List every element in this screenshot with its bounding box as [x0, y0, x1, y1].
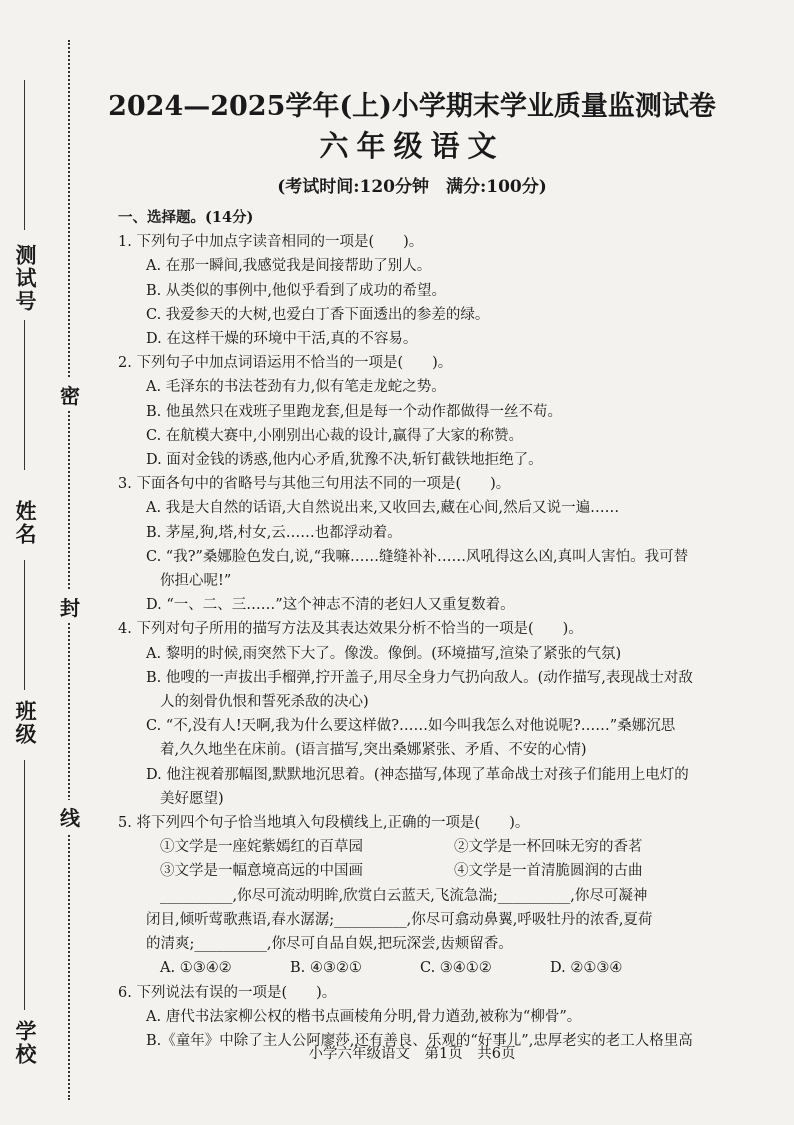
question-5-passage-line3: 的清爽;__________,你尽可自品自娱,把玩深尝,齿颊留香。 — [146, 936, 513, 953]
question-2-option-a: A. 毛泽东的书法苍劲有力,似有笔走龙蛇之势。 — [146, 379, 446, 396]
question-3-option-c-line1: C. “我?”桑娜脸色发白,说,“我嘛……缝缝补补……风吼得这么凶,真叫人害怕。我可替 — [146, 548, 689, 565]
binding-dotted-line — [68, 40, 70, 1100]
field-class-upper-rule — [24, 560, 25, 690]
seal-mi-char: 密 — [60, 378, 78, 411]
question-1-stem: 1. 下列句子中加点字读音相同的一项是( )。 — [118, 234, 424, 251]
question-6-option-a: A. 唐代书法家柳公权的楷书点画棱角分明,骨力遒劲,被称为“柳骨”。 — [146, 1008, 582, 1025]
seal-xian-char: 线 — [60, 800, 78, 833]
exam-content — [118, 206, 768, 1053]
question-5-sentence-2: ②文学是一杯回味无穷的香茗 — [454, 839, 643, 856]
question-6-stem: 6. 下列说法有误的一项是( )。 — [118, 984, 337, 1001]
question-2-option-d: D. 面对金钱的诱惑,他内心矛盾,犹豫不决,斩钉截铁地拒绝了。 — [146, 452, 543, 469]
question-5-passage-line1: __________,你尽可流动明眸,欣赏白云蓝天,飞流急湍;__________,你尽可凝神 — [160, 887, 648, 904]
question-4-option-c-line1: C. “不,没有人!天啊,我为什么要这样做?……如今叫我怎么对他说呢?……”桑娜沉思 — [146, 718, 676, 735]
seal-feng-char: 封 — [60, 590, 78, 623]
question-4-option-d-line2: 美好愿望) — [160, 790, 224, 807]
field-name-label: 姓名 — [13, 500, 38, 546]
page-footer: 小学六年级语文 第1页 共6页 — [308, 1046, 516, 1062]
field-class-label: 班级 — [13, 700, 38, 746]
question-1-option-b: B. 从类似的事例中,他似乎看到了成功的希望。 — [146, 282, 446, 299]
question-5-options — [118, 956, 768, 980]
question-4-stem: 4. 下列对句子所用的描写方法及其表达效果分析不恰当的一项是( )。 — [118, 621, 583, 638]
question-1-option-d: D. 在这样干燥的环境中干活,真的不容易。 — [146, 331, 418, 348]
exam-info: (考试时间:120分钟 满分:100分) — [277, 177, 547, 197]
field-test-number-label: 测试号 — [13, 244, 38, 313]
question-2-option-b: B. 他虽然只在戏班子里跑龙套,但是每一个动作都做得一丝不苟。 — [146, 403, 562, 420]
question-3-stem: 3. 下面各句中的省略号与其他三句用法不同的一项是( )。 — [118, 476, 511, 493]
question-4-option-d-line1: D. 他注视着那幅图,默默地沉思着。(神态描写,体现了革命战士对孩子们能用上电灯的 — [146, 766, 689, 783]
field-school-label: 学校 — [13, 1020, 38, 1066]
question-4-option-a: A. 黎明的时候,雨突然下大了。像泼。像倒。(环境描写,渲染了紧张的气氛) — [146, 645, 622, 662]
question-2-option-c: C. 在航模大赛中,小刚别出心裁的设计,赢得了大家的称赞。 — [146, 427, 524, 444]
exam-title: 2024—2025学年(上)小学期末学业质量监测试卷 — [108, 91, 716, 122]
field-school-rule — [24, 760, 25, 1010]
section-heading: 一、选择题。(14分) — [118, 209, 254, 226]
question-3-option-c-line2: 你担心呢!” — [160, 573, 232, 590]
exam-subtitle: 六年级语文 — [319, 129, 505, 163]
question-5-passage-line2: 闭目,倾听莺歌燕语,春水潺潺;__________,你尽可翕动鼻翼,呼吸牡丹的浓香,夏荷 — [146, 911, 653, 928]
question-5-sentence-3: ③文学是一幅意境高远的中国画 — [160, 863, 363, 880]
question-1-option-a: A. 在那一瞬间,我感觉我是间接帮助了别人。 — [146, 258, 432, 275]
question-6-option-b: B.《童年》中除了主人公阿廖莎,还有善良、乐观的“好事儿”,忠厚老实的老工人格里高 — [146, 1032, 693, 1049]
question-1-option-c: C. 我爱参天的大树,也爱白丁香下面透出的参差的绿。 — [146, 306, 490, 323]
question-3-option-b: B. 茅屋,狗,塔,村女,云……也都浮动着。 — [146, 524, 402, 541]
question-3-option-a: A. 我是大自然的话语,大自然说出来,又收回去,藏在心间,然后又说一遍…… — [146, 500, 620, 517]
question-5-sentence-1: ①文学是一座姹紫嫣红的百草园 — [160, 839, 363, 856]
question-4-option-b-line2: 人的刻骨仇恨和誓死杀敌的决心) — [160, 694, 369, 711]
question-5-option-c: C. ③④①② — [420, 960, 492, 977]
question-5-stem: 5. 将下列四个句子恰当地填入句段横线上,正确的一项是( )。 — [118, 815, 530, 832]
question-4-option-c-line2: 着,久久地坐在床前。(语言描写,突出桑娜紧张、矛盾、不安的心情) — [160, 742, 587, 759]
field-name-rule — [24, 320, 25, 470]
question-5-option-a: A. ①③④② — [160, 960, 232, 977]
question-3-option-d: D. “一、二、三……”这个神志不清的老妇人又重复数着。 — [146, 597, 515, 614]
question-5-option-d: D. ②①③④ — [550, 960, 623, 977]
question-5-sentence-grid — [118, 835, 768, 883]
question-5-option-b: B. ④③②① — [290, 960, 362, 977]
question-2-stem: 2. 下列句子中加点词语运用不恰当的一项是( )。 — [118, 355, 453, 372]
question-5-sentence-4: ④文学是一首清脆圆润的古曲 — [454, 863, 643, 880]
question-4-option-b-line1: B. 他嗖的一声拔出手榴弹,拧开盖子,用尽全身力气扔向敌人。(动作描写,表现战士对敌 — [146, 669, 693, 686]
